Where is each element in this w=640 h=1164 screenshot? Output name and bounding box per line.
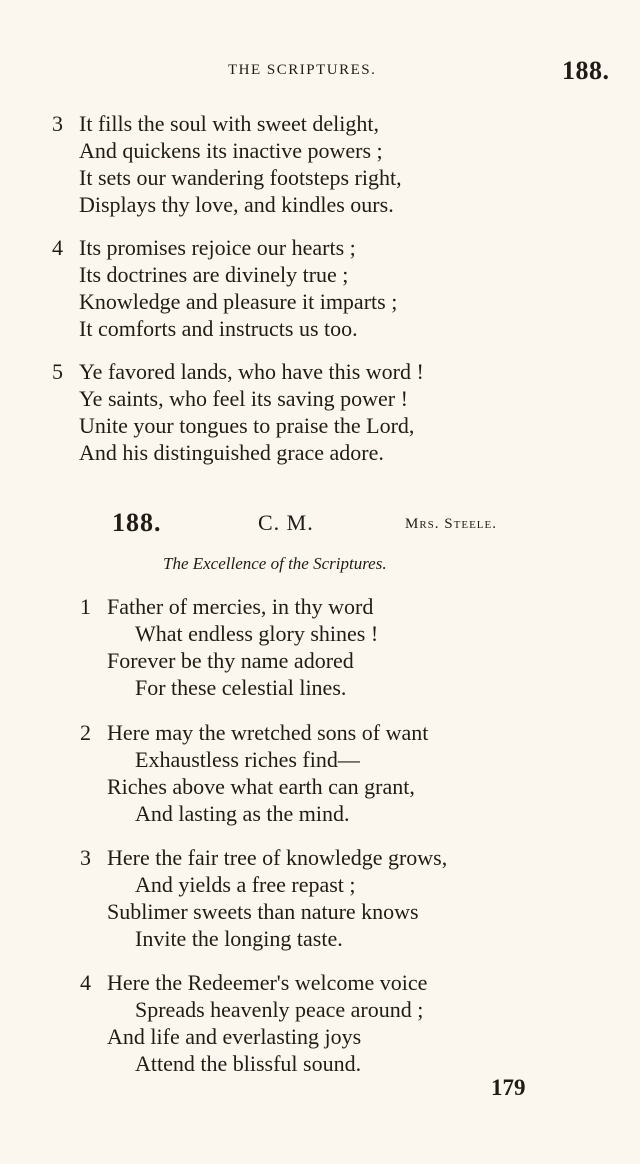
verse-line: Its doctrines are divinely true ;: [79, 262, 349, 287]
verse-line: Attend the blissful sound.: [135, 1051, 362, 1076]
verse-line: Father of mercies, in thy word: [107, 594, 374, 619]
stanza-number: 3: [52, 111, 63, 136]
verse-line: Ye favored lands, who have this word !: [79, 359, 424, 384]
running-title: THE SCRIPTURES.: [228, 62, 377, 78]
stanza-number: 2: [80, 720, 91, 745]
verse-line: Knowledge and pleasure it imparts ;: [79, 289, 398, 314]
verse-line: What endless glory shines !: [135, 621, 379, 646]
verse-line: And his distinguished grace adore.: [79, 440, 384, 465]
verse-line: And quickens its inactive powers ;: [79, 138, 383, 163]
verse-line: It sets our wandering footsteps right,: [79, 165, 402, 190]
header-hymn-number: 188.: [562, 56, 610, 85]
verse-line: Riches above what earth can grant,: [107, 774, 415, 799]
verse-line: Unite your tongues to praise the Lord,: [79, 413, 415, 438]
running-head: [0, 58, 640, 86]
verse-line: Forever be thy name adored: [107, 648, 354, 673]
page-number: 179: [491, 1075, 526, 1100]
verse-line: Its promises rejoice our hearts ;: [79, 235, 356, 260]
hymn-author: Mrs. Steele.: [405, 516, 497, 532]
verse-line: For these celestial lines.: [135, 675, 347, 700]
verse-line: And life and everlasting joys: [107, 1024, 362, 1049]
hymn-number: 188.: [112, 508, 162, 537]
hymn-heading: [0, 508, 640, 540]
verse-line: Displays thy love, and kindles ours.: [79, 192, 394, 217]
verse-line: Invite the longing taste.: [135, 926, 343, 951]
stanza-number: 3: [80, 845, 91, 870]
stanza-number: 4: [80, 970, 91, 995]
stanza-number: 1: [80, 594, 91, 619]
verse-line: Here the fair tree of knowledge grows,: [107, 845, 448, 870]
verse-line: And yields a free repast ;: [135, 872, 356, 897]
verse-line: Here may the wretched sons of want: [107, 720, 429, 745]
verse-line: And lasting as the mind.: [135, 801, 350, 826]
stanza-number: 4: [52, 235, 63, 260]
verse-line: Sublimer sweets than nature knows: [107, 899, 419, 924]
verse-line: Spreads heavenly peace around ;: [135, 997, 424, 1022]
verse-line: Here the Redeemer's welcome voice: [107, 970, 428, 995]
verse-line: Ye saints, who feel its saving power !: [79, 386, 408, 411]
hymn-title: The Excellence of the Scriptures.: [163, 554, 387, 573]
stanza-number: 5: [52, 359, 63, 384]
verse-line: Exhaustless riches find—: [135, 747, 360, 772]
hymn-meter: C. M.: [258, 510, 314, 535]
verse-line: It comforts and instructs us too.: [79, 316, 358, 341]
verse-line: It fills the soul with sweet delight,: [79, 111, 380, 136]
